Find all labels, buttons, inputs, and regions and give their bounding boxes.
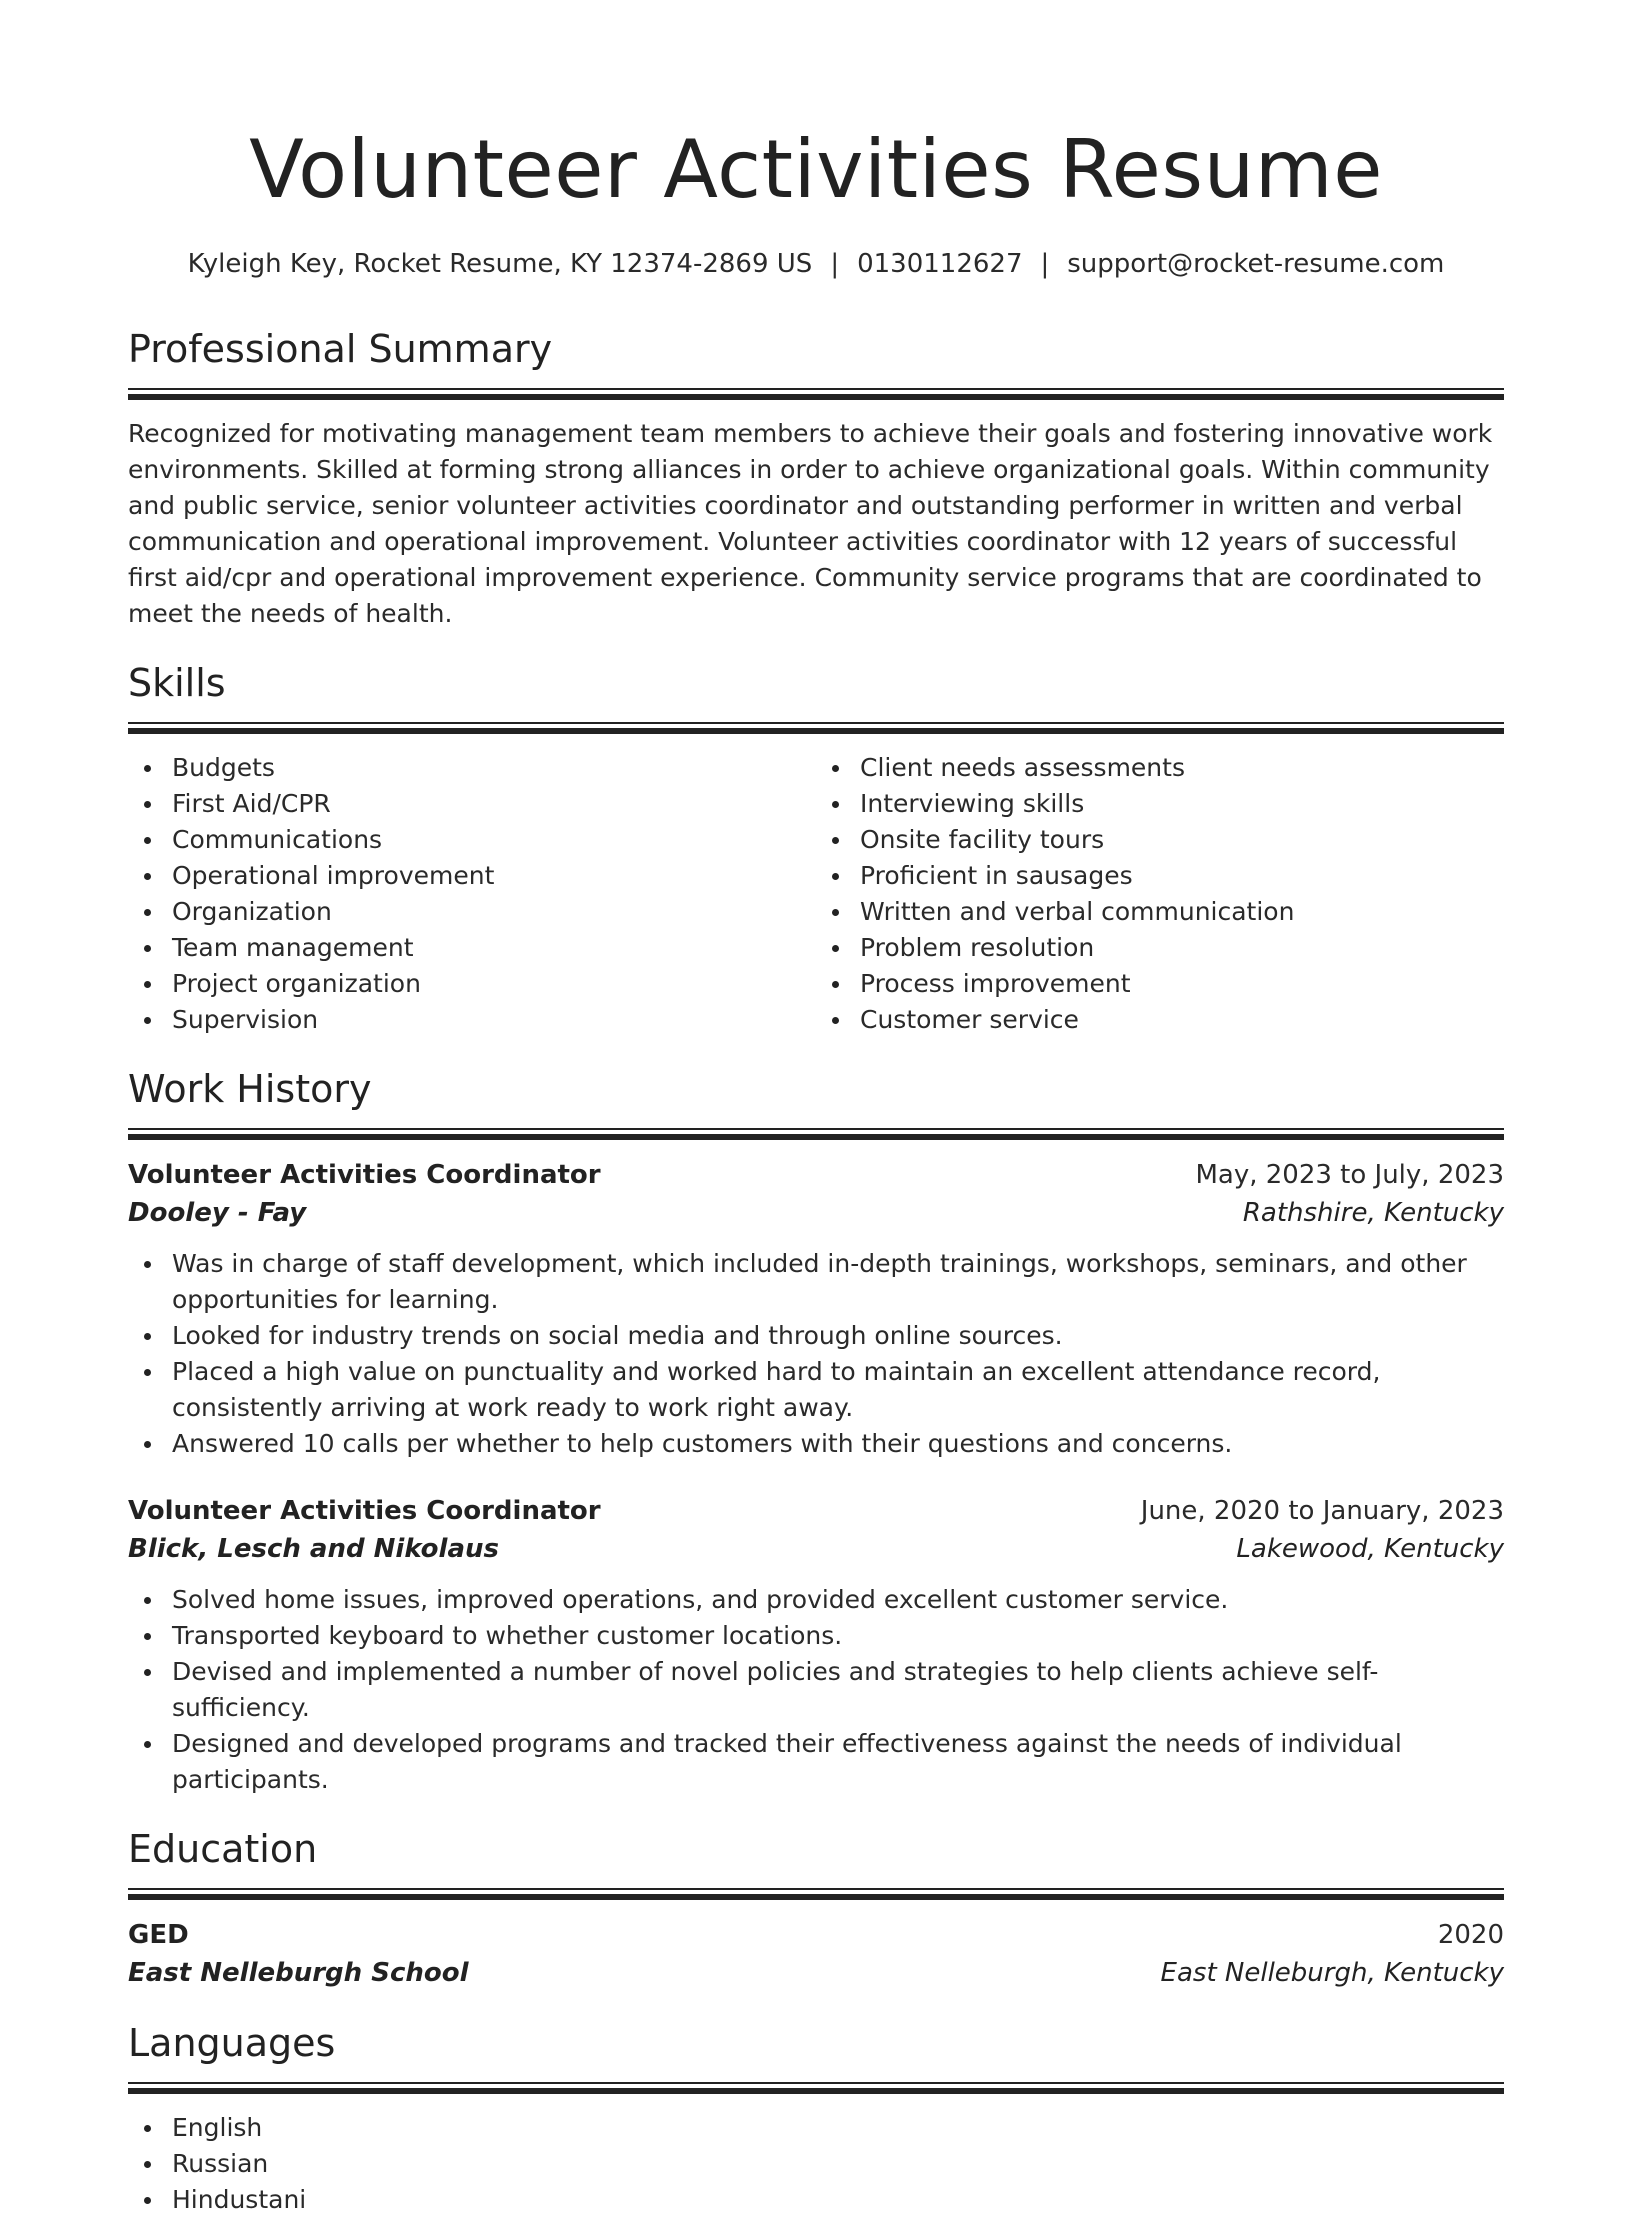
skills-grid [128, 750, 1504, 1038]
education-degree: GED [128, 1920, 189, 1950]
section-divider [128, 1888, 1504, 1900]
job-title: Volunteer Activities Coordinator [128, 1160, 601, 1190]
skill-item: Proficient in sausages [860, 858, 1504, 894]
job-entry [128, 1492, 1504, 1798]
contact-line [128, 246, 1504, 282]
skill-item: Customer service [860, 1002, 1504, 1038]
job-company: Dooley - Fay [128, 1198, 307, 1228]
languages-heading: Languages [128, 2021, 336, 2065]
job-dates: May, 2023 to July, 2023 [1195, 1160, 1504, 1190]
education-heading: Education [128, 1827, 318, 1871]
education-location: East Nelleburgh, Kentucky [1160, 1958, 1504, 1988]
contact-separator: | [1040, 249, 1050, 279]
language-item: Hindustani [172, 2182, 1504, 2218]
summary-section [128, 324, 1504, 632]
job-bullet: Designed and developed programs and tracked their effectiveness against the needs of individual participants. [172, 1726, 1504, 1798]
contact-separator: | [830, 249, 840, 279]
languages-section [128, 2018, 1504, 2218]
resume-title: Volunteer Activities Resume [249, 123, 1383, 216]
job-bullet: Was in charge of staff development, which included in-depth trainings, workshops, seminars, and other opportunities for learning. [172, 1246, 1504, 1318]
section-divider [128, 722, 1504, 734]
language-item: Russian [172, 2146, 1504, 2182]
summary-heading: Professional Summary [128, 327, 553, 371]
skill-item: First Aid/CPR [172, 786, 816, 822]
skill-item: Onsite facility tours [860, 822, 1504, 858]
job-entry [128, 1156, 1504, 1462]
job-company: Blick, Lesch and Nikolaus [128, 1534, 499, 1564]
job-bullets [128, 1246, 1504, 1462]
job-title: Volunteer Activities Coordinator [128, 1496, 601, 1526]
skill-item: Problem resolution [860, 930, 1504, 966]
skill-item: Written and verbal communication [860, 894, 1504, 930]
skills-heading: Skills [128, 661, 226, 705]
skill-item: Process improvement [860, 966, 1504, 1002]
skills-list-left [128, 750, 816, 1038]
contact-email: support@rocket-resume.com [1067, 249, 1445, 279]
job-bullets [128, 1582, 1504, 1798]
job-dates: June, 2020 to January, 2023 [1140, 1496, 1504, 1526]
job-bullet: Looked for industry trends on social media and through online sources. [172, 1318, 1504, 1354]
skill-item: Communications [172, 822, 816, 858]
job-bullet: Transported keyboard to whether customer locations. [172, 1618, 1504, 1654]
skill-item: Project organization [172, 966, 816, 1002]
languages-list [128, 2110, 1504, 2218]
education-school: East Nelleburgh School [128, 1958, 469, 1988]
section-divider [128, 1128, 1504, 1140]
job-location: Rathshire, Kentucky [1242, 1198, 1504, 1228]
contact-phone: 0130112627 [857, 249, 1023, 279]
job-bullet: Answered 10 calls per whether to help customers with their questions and concerns. [172, 1426, 1504, 1462]
skills-section [128, 658, 1504, 1038]
job-bullet: Placed a high value on punctuality and worked hard to maintain an excellent attendance record, consistently arriving at work ready to work right away. [172, 1354, 1504, 1426]
work-history-section [128, 1064, 1504, 1798]
skill-item: Organization [172, 894, 816, 930]
skill-item: Supervision [172, 1002, 816, 1038]
skill-item: Team management [172, 930, 816, 966]
skills-list-right [816, 750, 1504, 1038]
job-location: Lakewood, Kentucky [1236, 1534, 1504, 1564]
job-bullet: Solved home issues, improved operations, and provided excellent customer service. [172, 1582, 1504, 1618]
education-year: 2020 [1437, 1920, 1504, 1950]
skill-item: Operational improvement [172, 858, 816, 894]
summary-text: Recognized for motivating management team members to achieve their goals and fostering innovative work environments. Skilled at forming strong alliances in order to achieve organizational goals. Within community and public service, senior volunteer activities coordinator and outstanding performer in written and verbal communication and operational improvement. Volunteer activities coordinator with 12 years of successful first aid/cpr and operational improvement experience. Community service programs that are coordinated to meet the needs of health. [128, 419, 1493, 628]
skill-item: Budgets [172, 750, 816, 786]
language-item: English [172, 2110, 1504, 2146]
education-section [128, 1824, 1504, 1992]
skill-item: Client needs assessments [860, 750, 1504, 786]
job-bullet: Devised and implemented a number of novel policies and strategies to help clients achieve self-sufficiency. [172, 1654, 1504, 1726]
section-divider [128, 388, 1504, 400]
skill-item: Interviewing skills [860, 786, 1504, 822]
work-history-heading: Work History [128, 1067, 372, 1111]
section-divider [128, 2082, 1504, 2094]
contact-address: Kyleigh Key, Rocket Resume, KY 12374-2869 US [187, 249, 813, 279]
